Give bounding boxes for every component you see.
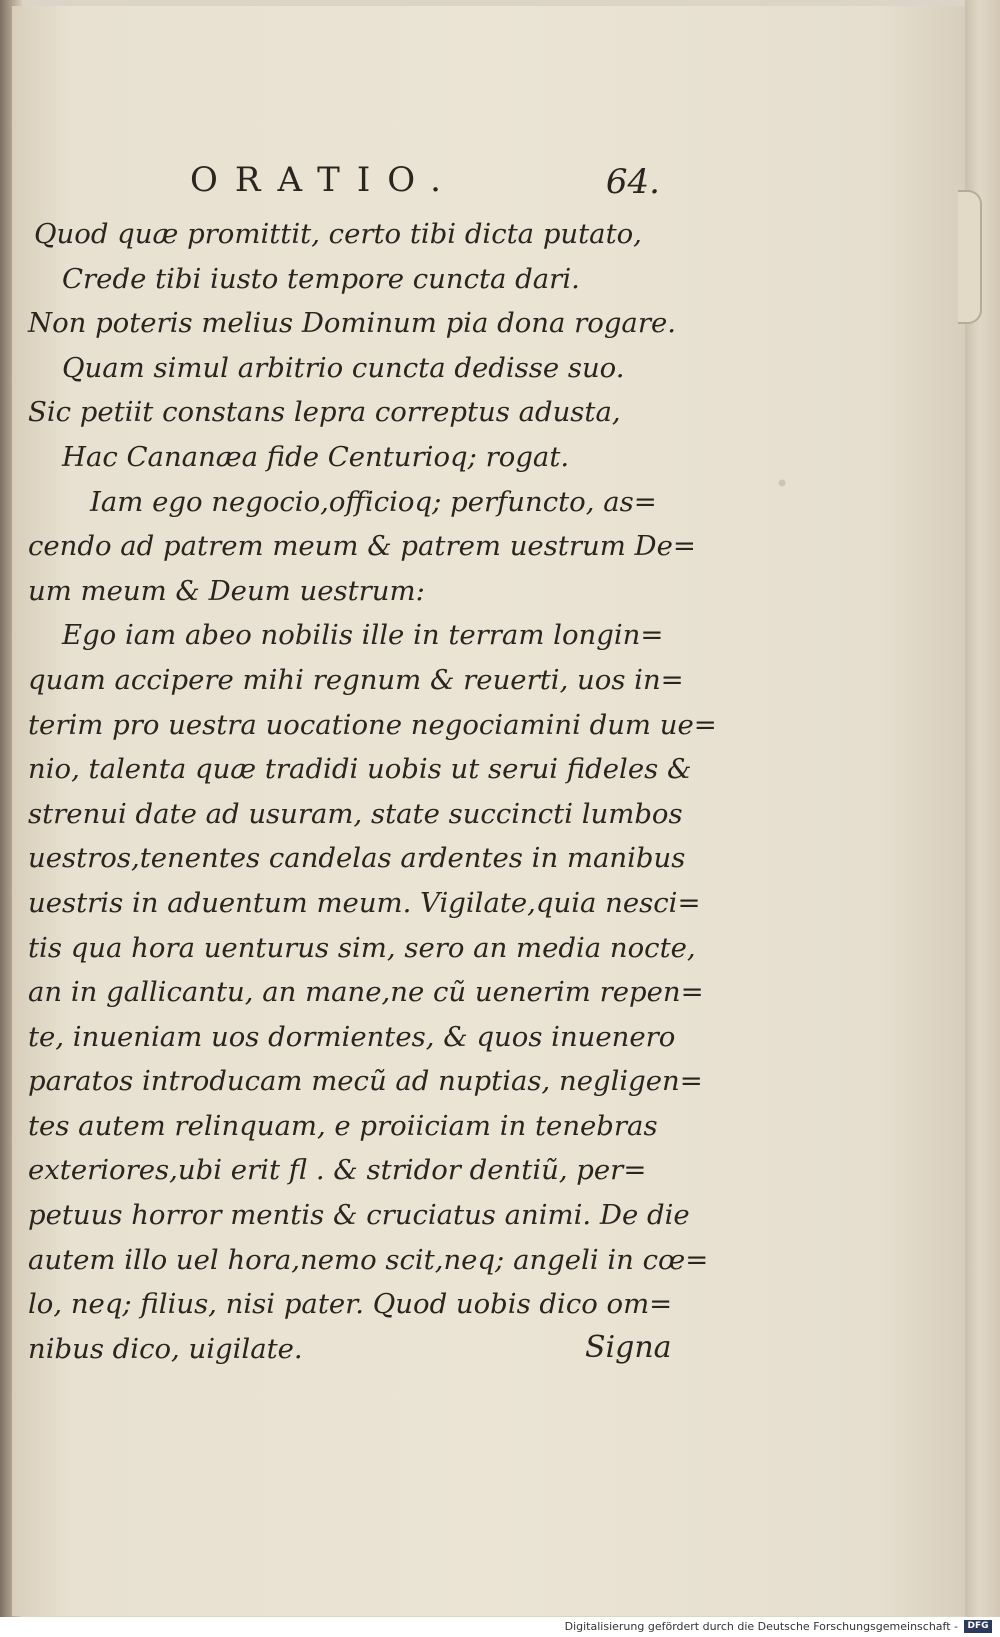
bleed-through-ink: • <box>775 470 790 498</box>
text-line: Non poteris melius Dominum pia dona rogare. <box>28 307 676 340</box>
text-line: Iam ego negocio,officioq; perfuncto, as= <box>90 485 657 518</box>
text-line: petuus horror mentis & cruciatus animi. De die <box>28 1199 690 1232</box>
body-text <box>28 212 717 1371</box>
text-line: uestros,tenentes candelas ardentes in manibus <box>28 842 686 875</box>
funding-credit: Digitalisierung gefördert durch die Deutsche Forschungsgemeinschaft - <box>564 1620 958 1633</box>
text-line: quam accipere mihi regnum & reuerti, uos in= <box>28 663 684 696</box>
text-line: paratos introducam mecũ ad nuptias, negligen= <box>28 1065 703 1098</box>
text-line: cendo ad patrem meum & patrem uestrum De= <box>28 530 696 563</box>
running-header <box>190 160 660 206</box>
text-line: Sic petiit constans lepra correptus adusta, <box>28 396 621 429</box>
text-line: Ego iam abeo nobilis ille in terram longin= <box>62 619 664 652</box>
text-line: strenui date ad usuram, state succincti lumbos <box>28 797 683 830</box>
text-line: tis qua hora uenturus sim, sero an media nocte, <box>28 931 696 964</box>
text-line: um meum & Deum uestrum: <box>28 574 425 607</box>
text-line: Quam simul arbitrio cuncta dedisse suo. <box>62 351 625 384</box>
text-line: exteriores,ubi erit fl . & stridor dentiũ, per= <box>28 1154 647 1187</box>
text-line: an in gallicantu, an mane,ne cũ uenerim repen= <box>28 976 704 1009</box>
text-line: tes autem relinquam, e proiiciam in tenebras <box>28 1109 658 1142</box>
text-line: lo, neq; filius, nisi pater. Quod uobis dico om= <box>28 1288 673 1321</box>
catchword: Signa <box>585 1330 672 1365</box>
text-line: autem illo uel hora,nemo scit,neq; angeli in cœ= <box>28 1243 709 1276</box>
text-line: Quod quæ promittit, certo tibi dicta putato, <box>34 218 642 250</box>
text-line: uestris in aduentum meum. Vigilate,quia nesci= <box>28 886 701 919</box>
running-title: ORATIO. <box>190 160 458 200</box>
text-line: te, inueniam uos dormientes, & quos inuenero <box>28 1020 676 1053</box>
page-tab-mark <box>958 190 982 324</box>
text-line: nibus dico, uigilate. <box>28 1332 303 1365</box>
text-line: Hac Cananæa fide Centurioq; rogat. <box>62 440 570 473</box>
text-line: terim pro uestra uocatione negociamini dum ue= <box>28 708 717 741</box>
text-line: Crede tibi iusto tempore cuncta dari. <box>62 262 580 295</box>
folio-number: 64. <box>605 162 660 202</box>
digitization-footer <box>0 1617 1000 1637</box>
dfg-logo-icon: DFG <box>964 1620 992 1633</box>
text-line: nio, talenta quæ tradidi uobis ut serui fideles & <box>28 753 692 786</box>
